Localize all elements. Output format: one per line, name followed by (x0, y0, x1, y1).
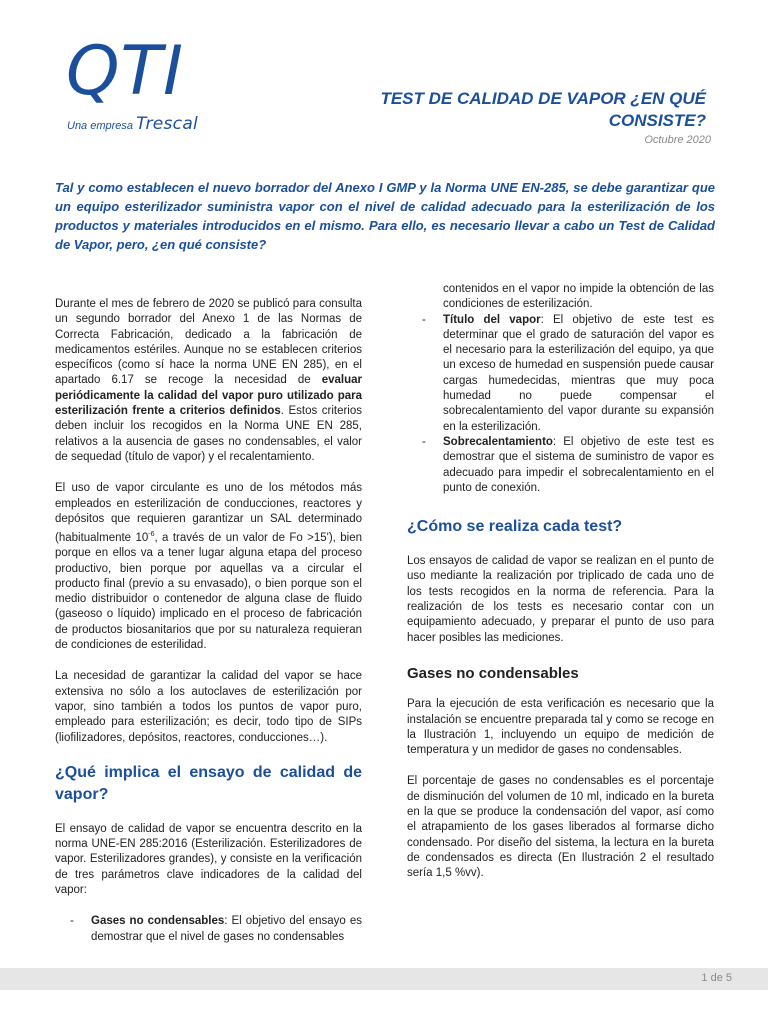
document-title (366, 88, 706, 132)
bullet-text (91, 914, 362, 945)
logo-tagline-text: Una empresa (67, 120, 134, 132)
emphasis-text: evaluar periódicamente la calidad del vapor puro utilizado para esterilización frente a criterios definidos (55, 374, 362, 418)
paragraph (55, 297, 362, 465)
bullet-dash: - (422, 435, 426, 448)
bullet-item-sobrecalentamiento (407, 435, 714, 496)
bullet-item-gases (55, 914, 362, 945)
paragraph: La necesidad de garantizar la calidad del vapor se hace extensiva no sólo a los autoclaves de esterilización por vapor, sino también a todos los puntos de vapor puro, empleado para esterilización; es decir, todo tipo de SIPs (liofilizadores, depósitos, reactores, conducciones…). (55, 670, 362, 744)
paragraph: Para la ejecución de esta verificación es necesario que la instalación se encuentre preparada tal y como se recoge en la Ilustración 1, incluyendo un equipo de medición de temperatura y un medidor de gases no condensables. (407, 698, 714, 757)
paragraph: El ensayo de calidad de vapor se encuentra descrito en la norma UNE-EN 285:2016 (Esterilización. Esterilizadores de vapor. Esterilizadores grandes), y consiste en la verificación de tres parámetros clave indicadores de la calidad del vapor: (55, 822, 362, 897)
bullet-text (443, 313, 714, 435)
logo-tagline (67, 114, 198, 134)
subsection-heading-gases: Gases no condensables (407, 664, 579, 682)
text: . Estos criterios deben incluir los recogidos en la Norma UNE EN 285, relativos a la ausencia de gases no condensables, el valor de sequedad (título de vapor) y el recalentamiento. (55, 405, 363, 463)
text: : El objetivo de este test es demostrar que el sistema de suministro de vapor es adecuado para impedir el sobrecalentamiento en el punto de conexión. (443, 435, 714, 494)
superscript: -6 (148, 531, 155, 539)
paragraph: El porcentaje de gases no condensables es el porcentaje de disminución del volumen de 10 ml, indicado en la bureta en la que se produce la condensación del vapor, así como el atrapamiento de los gases liberados al formarse dicho condensado. Por diseño del sistema, la lectura en la bureta de condensados es directa (En Ilustración 2 el resultado sería 1,5 %vv). (407, 775, 714, 880)
text: El uso de vapor circulante es uno de los métodos más empleados en esterilización de conducciones, reactores y depósitos que requieren garantizar un SAL determinado (habitualmente 10 (55, 482, 362, 544)
text: , a través de un valor de Fo >15'), bien porque en ellos va a tener lugar alguna etapa del proceso productivo, bien porque por aquellas va a circular el producto final (previo a su envasado), o bien porque son el medio distribuidor o contenedor de alguna clase de fluido (gaseoso o líquido) implicado en el proceso de fabricación de productos biosanitarios que por su naturaleza requieran de condiciones de esterilidad. (55, 531, 362, 652)
bullet-text: contenidos en el vapor no impide la obtención de las condiciones de esterilización. (443, 283, 714, 311)
qti-logo (66, 32, 199, 135)
bullet-dash: - (422, 313, 426, 326)
paragraph (55, 481, 362, 653)
section-heading-como: ¿Cómo se realiza cada test? (407, 518, 623, 536)
bullet-label: Título del vapor (443, 313, 541, 326)
right-column (407, 282, 714, 882)
bullet-continuation (407, 282, 714, 313)
logo-wordmark: QTI (66, 32, 185, 111)
section-heading-que-implica: ¿Qué implica el ensayo de calidad de vapor? (55, 763, 362, 803)
bullet-label: Gases no condensables (91, 915, 225, 928)
text: : El objetivo del ensayo es demostrar que el nivel de gases no condensables (91, 915, 362, 943)
paragraph: Los ensayos de calidad de vapor se realizan en el punto de uso mediante la realización por triplicado de cada uno de los tests recogidos en la norma de referencia. Para la realización de los tests es necesario contar con un equipamiento adecuado, y preparar el punto de uso para hacer posibles las mediciones. (407, 555, 714, 644)
bullet-text (443, 435, 714, 496)
bullet-label: Sobrecalentamiento (443, 435, 553, 448)
left-column (55, 297, 362, 945)
title-line-1: TEST DE CALIDAD DE VAPOR ¿EN QUÉ (380, 89, 706, 108)
bullet-item-titulo (407, 313, 714, 435)
footer-bar (0, 968, 768, 990)
document-date: Octubre 2020 (644, 134, 711, 146)
logo-brand: Trescal (136, 114, 199, 134)
intro-paragraph: Tal y como establecen el nuevo borrador del Anexo I GMP y la Norma UNE EN-285, se debe garantizar que un equipo esterilizador suministra vapor con el nivel de calidad adecuado para la esterilización de los productos y materiales introducidos en el mismo. Para ello, es necesario llevar a cabo un Test de Calidad de Vapor, pero, ¿en qué consiste? (55, 180, 715, 252)
title-line-2: CONSISTE? (608, 111, 706, 130)
bullet-dash: - (70, 915, 74, 928)
text: Durante el mes de febrero de 2020 se publicó para consulta un segundo borrador del Anexo 1 de las Normas de Correcta Fabricación, dedicado a la fabricación de medicamentos estériles. Aunque no se establecen criterios específicos (como sí hace la norma UNE EN 285), en el apartado 6.17 se recoge la necesidad de (55, 298, 362, 387)
page-number: 1 de 5 (701, 972, 732, 984)
text: : El objetivo de este test es determinar que el grado de saturación del vapor es el necesario para la esterilización del equipo, ya que un exceso de humedad en suspensión puede causar cargas humedecidas, mientras que muy poca humedad no puede compensar el sobrecalentamiento del vapor durante su expansión en la esterilización. (443, 313, 714, 433)
